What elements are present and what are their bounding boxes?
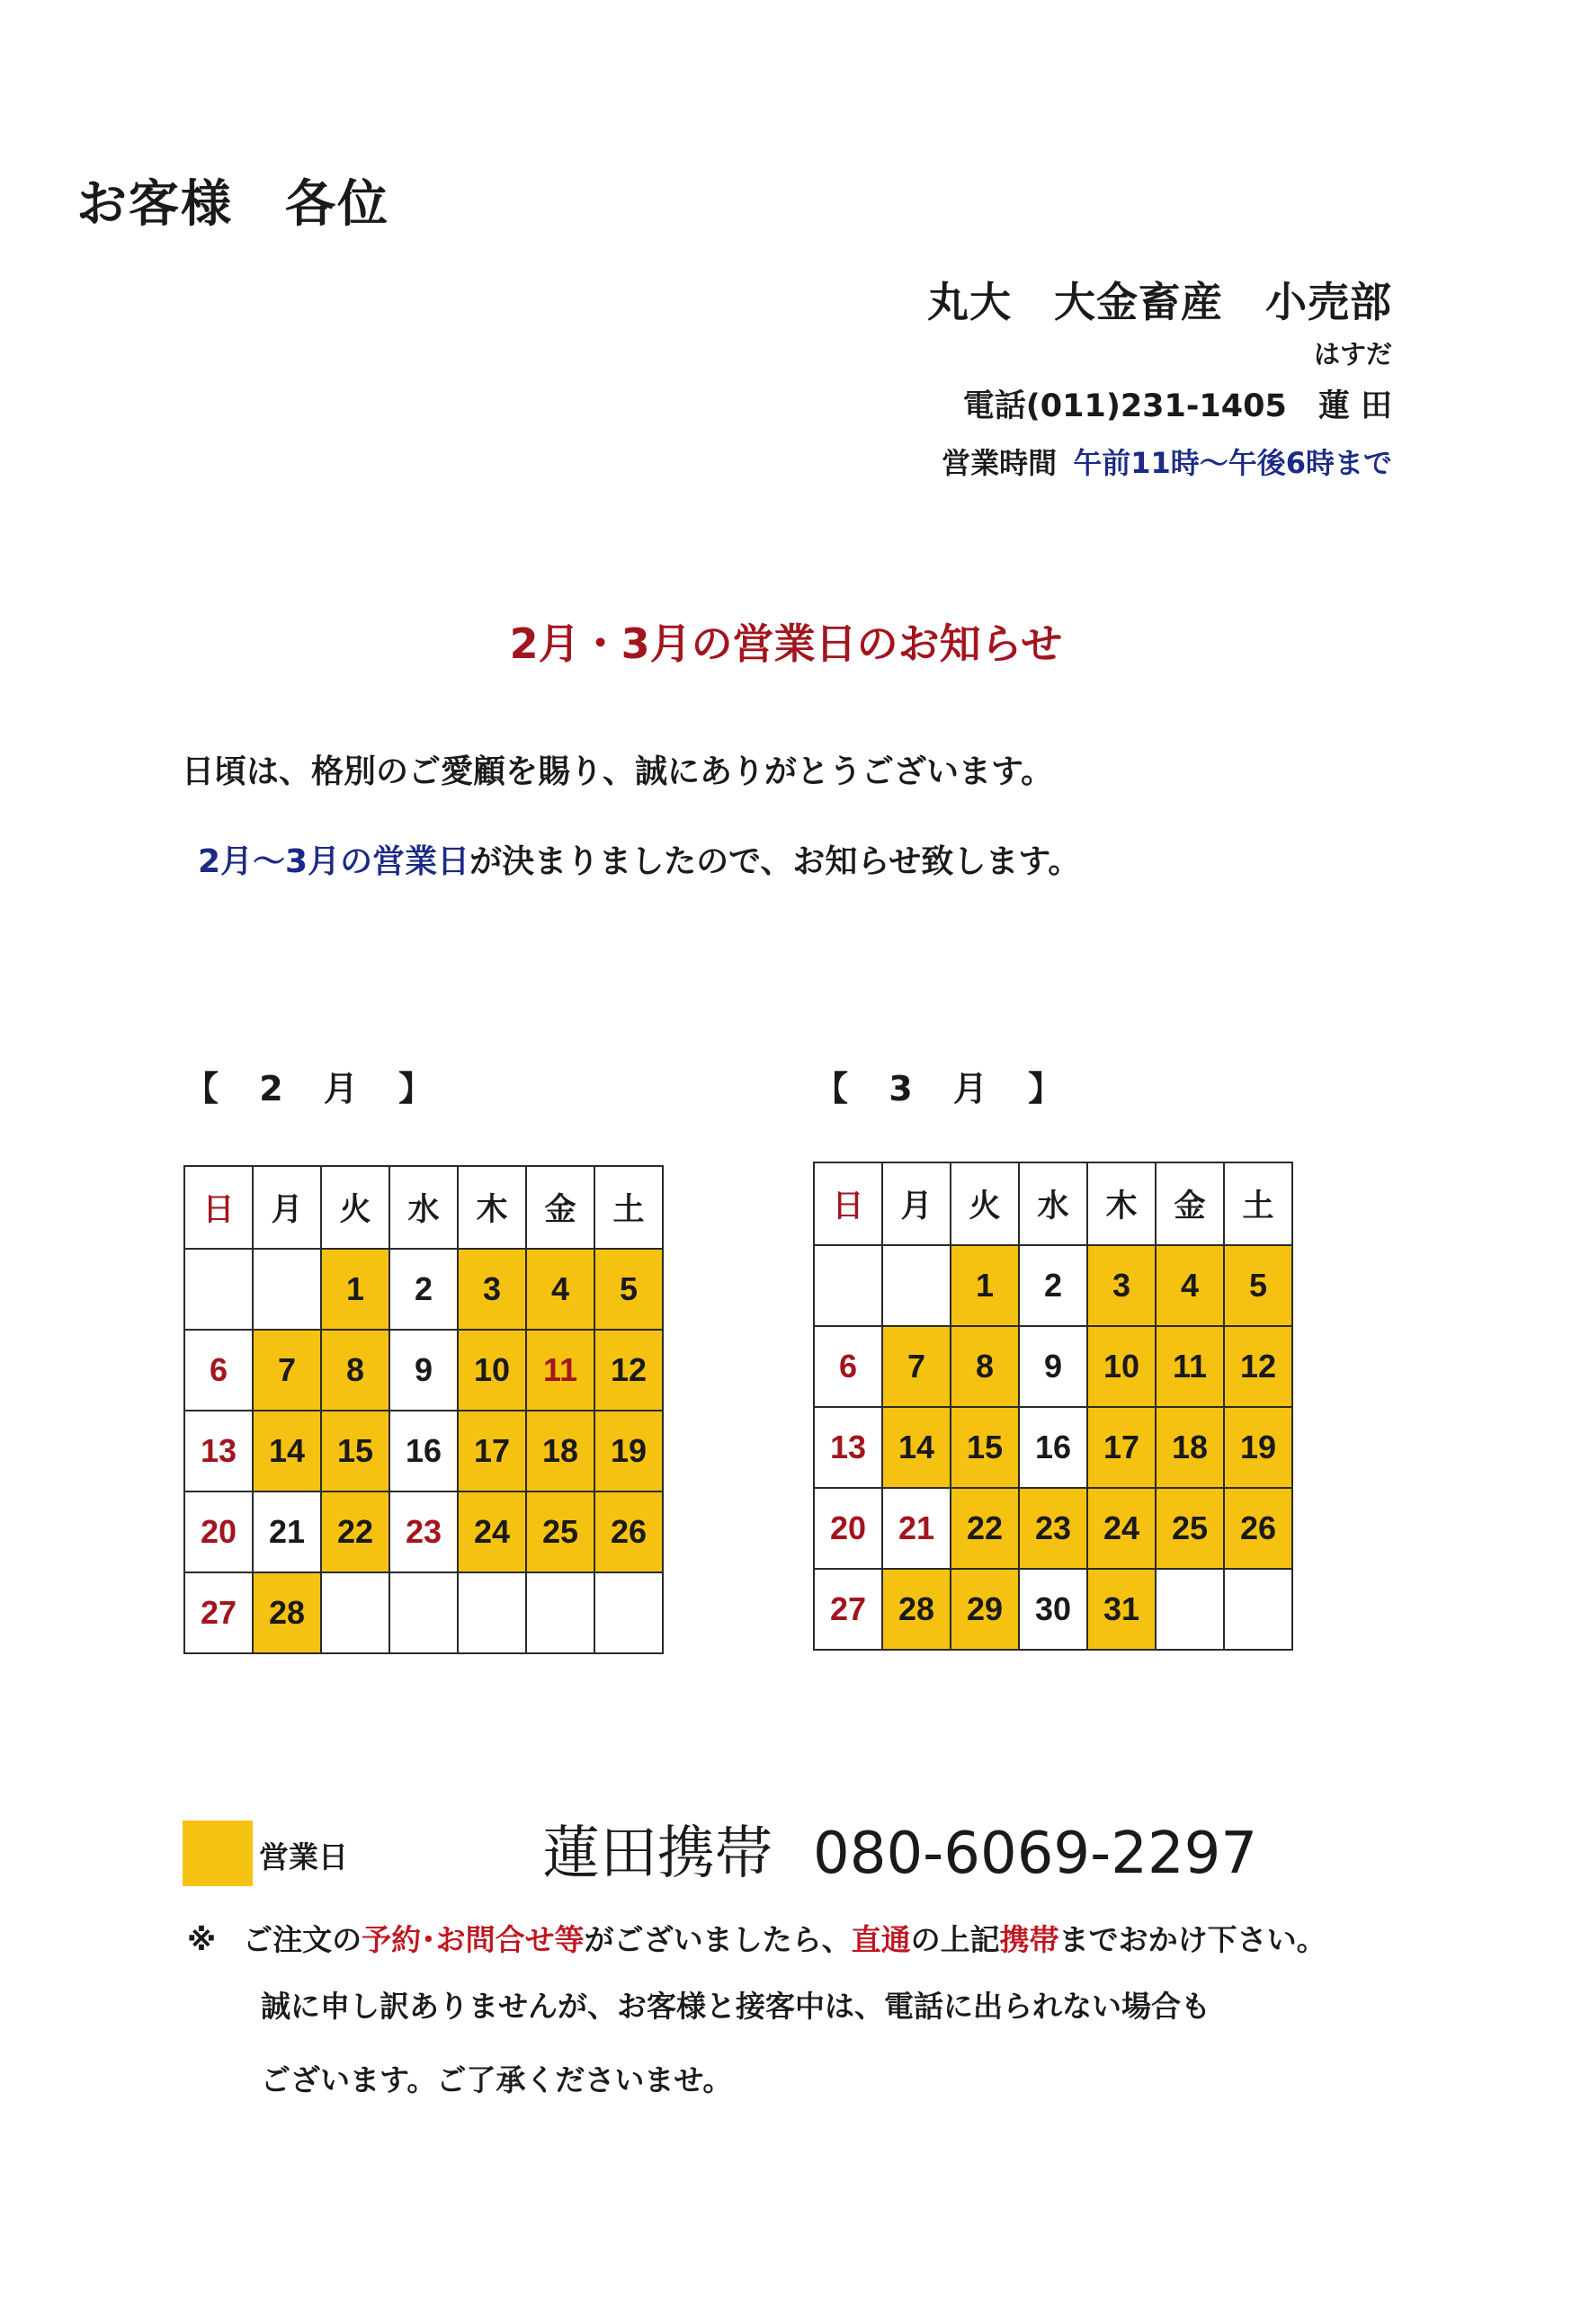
empty-cell <box>526 1572 594 1653</box>
shop-phone: 電話(011)231-1405 蓮 田 <box>962 388 1392 424</box>
company-name: 丸大 大金畜産 小売部 <box>927 278 1392 326</box>
day-cell: 12 <box>1224 1326 1292 1407</box>
february-label: 【 2 月 】 <box>184 1069 448 1109</box>
day-cell: 7 <box>882 1326 951 1407</box>
week-row <box>184 1411 663 1491</box>
day-cell: 22 <box>321 1491 389 1572</box>
note-text-e: の上記 <box>910 1922 1000 1957</box>
announcement-line <box>198 836 1080 882</box>
name-furigana: はすだ <box>1313 339 1392 370</box>
day-cell: 8 <box>951 1326 1019 1407</box>
day-cell: 24 <box>458 1491 526 1572</box>
day-cell: 2 <box>389 1249 458 1330</box>
empty-cell <box>882 1245 951 1326</box>
day-cell: 27 <box>184 1572 253 1653</box>
mobile-label: 蓮田携帯 <box>542 1821 773 1887</box>
day-cell: 23 <box>1019 1488 1087 1569</box>
announcement-highlight: 2月～3月の営業日 <box>198 843 470 880</box>
weekday-cell: 水 <box>389 1166 458 1249</box>
day-cell: 15 <box>951 1407 1019 1488</box>
day-cell: 14 <box>882 1407 951 1488</box>
day-cell: 18 <box>1156 1407 1224 1488</box>
day-cell: 16 <box>1019 1407 1087 1488</box>
business-hours <box>942 441 1392 482</box>
day-cell: 5 <box>594 1249 663 1330</box>
weekday-cell: 土 <box>594 1166 663 1249</box>
day-cell: 18 <box>526 1411 594 1491</box>
business-hours-value: 午前11時～午後6時まで <box>1073 446 1392 480</box>
note-line-1 <box>187 1917 1326 1959</box>
week-row <box>814 1326 1292 1407</box>
notice-title: 2月・3月の営業日のお知らせ <box>509 619 1063 668</box>
day-cell: 11 <box>1156 1326 1224 1407</box>
week-row <box>184 1491 663 1572</box>
empty-cell <box>389 1572 458 1653</box>
announcement-rest: が決まりましたので、お知らせ致します。 <box>469 843 1081 880</box>
note-line-3: ございます。ご了承くださいませ。 <box>261 2062 733 2097</box>
weekday-cell: 木 <box>1087 1162 1156 1245</box>
note-text-d: 直通 <box>851 1922 911 1957</box>
weekday-header <box>184 1166 663 1249</box>
weekday-cell: 日 <box>814 1162 882 1245</box>
note-mark: ※ <box>187 1922 217 1957</box>
day-cell: 15 <box>321 1411 389 1491</box>
week-row <box>184 1330 663 1411</box>
week-row <box>814 1488 1292 1569</box>
empty-cell <box>1156 1569 1224 1650</box>
empty-cell <box>594 1572 663 1653</box>
empty-cell <box>184 1249 253 1330</box>
day-cell: 8 <box>321 1330 389 1411</box>
week-row <box>184 1249 663 1330</box>
day-cell: 13 <box>184 1411 253 1491</box>
day-cell: 26 <box>594 1491 663 1572</box>
day-cell: 12 <box>594 1330 663 1411</box>
day-cell: 10 <box>458 1330 526 1411</box>
day-cell: 26 <box>1224 1488 1292 1569</box>
day-cell: 22 <box>951 1488 1019 1569</box>
day-cell: 1 <box>321 1249 389 1330</box>
week-row <box>814 1407 1292 1488</box>
day-cell: 3 <box>1087 1245 1156 1326</box>
day-cell: 6 <box>814 1326 882 1407</box>
empty-cell <box>253 1249 321 1330</box>
day-cell: 27 <box>814 1569 882 1650</box>
day-cell: 6 <box>184 1330 253 1411</box>
day-cell: 13 <box>814 1407 882 1488</box>
business-hours-label: 営業時間 <box>942 446 1058 480</box>
day-cell: 21 <box>253 1491 321 1572</box>
empty-cell <box>458 1572 526 1653</box>
weekday-header <box>814 1162 1292 1245</box>
weekday-cell: 火 <box>951 1162 1019 1245</box>
day-cell: 17 <box>1087 1407 1156 1488</box>
day-cell: 21 <box>882 1488 951 1569</box>
week-row <box>184 1572 663 1653</box>
day-cell: 24 <box>1087 1488 1156 1569</box>
weekday-cell: 金 <box>1156 1162 1224 1245</box>
day-cell: 9 <box>389 1330 458 1411</box>
day-cell: 28 <box>253 1572 321 1653</box>
weekday-cell: 水 <box>1019 1162 1087 1245</box>
day-cell: 31 <box>1087 1569 1156 1650</box>
empty-cell <box>814 1245 882 1326</box>
weekday-cell: 土 <box>1224 1162 1292 1245</box>
day-cell: 28 <box>882 1569 951 1650</box>
day-cell: 14 <box>253 1411 321 1491</box>
march-calendar <box>813 1162 1293 1651</box>
day-cell: 4 <box>526 1249 594 1330</box>
day-cell: 10 <box>1087 1326 1156 1407</box>
march-label: 【 3 月 】 <box>814 1069 1077 1109</box>
day-cell: 19 <box>1224 1407 1292 1488</box>
note-line-2: 誠に申し訳ありませんが、お客様と接客中は、電話に出られない場合も <box>261 1989 1210 2024</box>
empty-cell <box>321 1572 389 1653</box>
weekday-cell: 月 <box>253 1166 321 1249</box>
greeting-line: 日頃は、格別のご愛顧を賜り、誠にありがとうございます。 <box>182 753 1054 790</box>
weekday-cell: 火 <box>321 1166 389 1249</box>
greeting: お客様 各位 <box>76 175 389 234</box>
day-cell: 20 <box>184 1491 253 1572</box>
weekday-cell: 木 <box>458 1166 526 1249</box>
day-cell: 11 <box>526 1330 594 1411</box>
week-row <box>814 1569 1292 1650</box>
day-cell: 17 <box>458 1411 526 1491</box>
mobile-number: 080-6069-2297 <box>813 1821 1258 1887</box>
february-calendar <box>183 1165 664 1654</box>
mobile-contact <box>542 1807 1257 1890</box>
weekday-cell: 日 <box>184 1166 253 1249</box>
day-cell: 1 <box>951 1245 1019 1326</box>
legend-label: 営業日 <box>259 1839 348 1874</box>
day-cell: 19 <box>594 1411 663 1491</box>
note-text-g: までおかけ下さい。 <box>1058 1922 1326 1957</box>
note-text-c: がございましたら、 <box>584 1922 852 1957</box>
day-cell: 25 <box>1156 1488 1224 1569</box>
day-cell: 16 <box>389 1411 458 1491</box>
week-row <box>814 1245 1292 1326</box>
weekday-cell: 月 <box>882 1162 951 1245</box>
day-cell: 4 <box>1156 1245 1224 1326</box>
day-cell: 7 <box>253 1330 321 1411</box>
note-text-f: 携帯 <box>999 1922 1059 1957</box>
day-cell: 2 <box>1019 1245 1087 1326</box>
note-text-b: 予約･お問合せ等 <box>362 1922 585 1957</box>
day-cell: 29 <box>951 1569 1019 1650</box>
day-cell: 23 <box>389 1491 458 1572</box>
day-cell: 5 <box>1224 1245 1292 1326</box>
day-cell: 25 <box>526 1491 594 1572</box>
day-cell: 20 <box>814 1488 882 1569</box>
day-cell: 3 <box>458 1249 526 1330</box>
weekday-cell: 金 <box>526 1166 594 1249</box>
note-text-a: ご注文の <box>243 1922 362 1957</box>
day-cell: 9 <box>1019 1326 1087 1407</box>
empty-cell <box>1224 1569 1292 1650</box>
legend-swatch <box>183 1821 253 1886</box>
day-cell: 30 <box>1019 1569 1087 1650</box>
